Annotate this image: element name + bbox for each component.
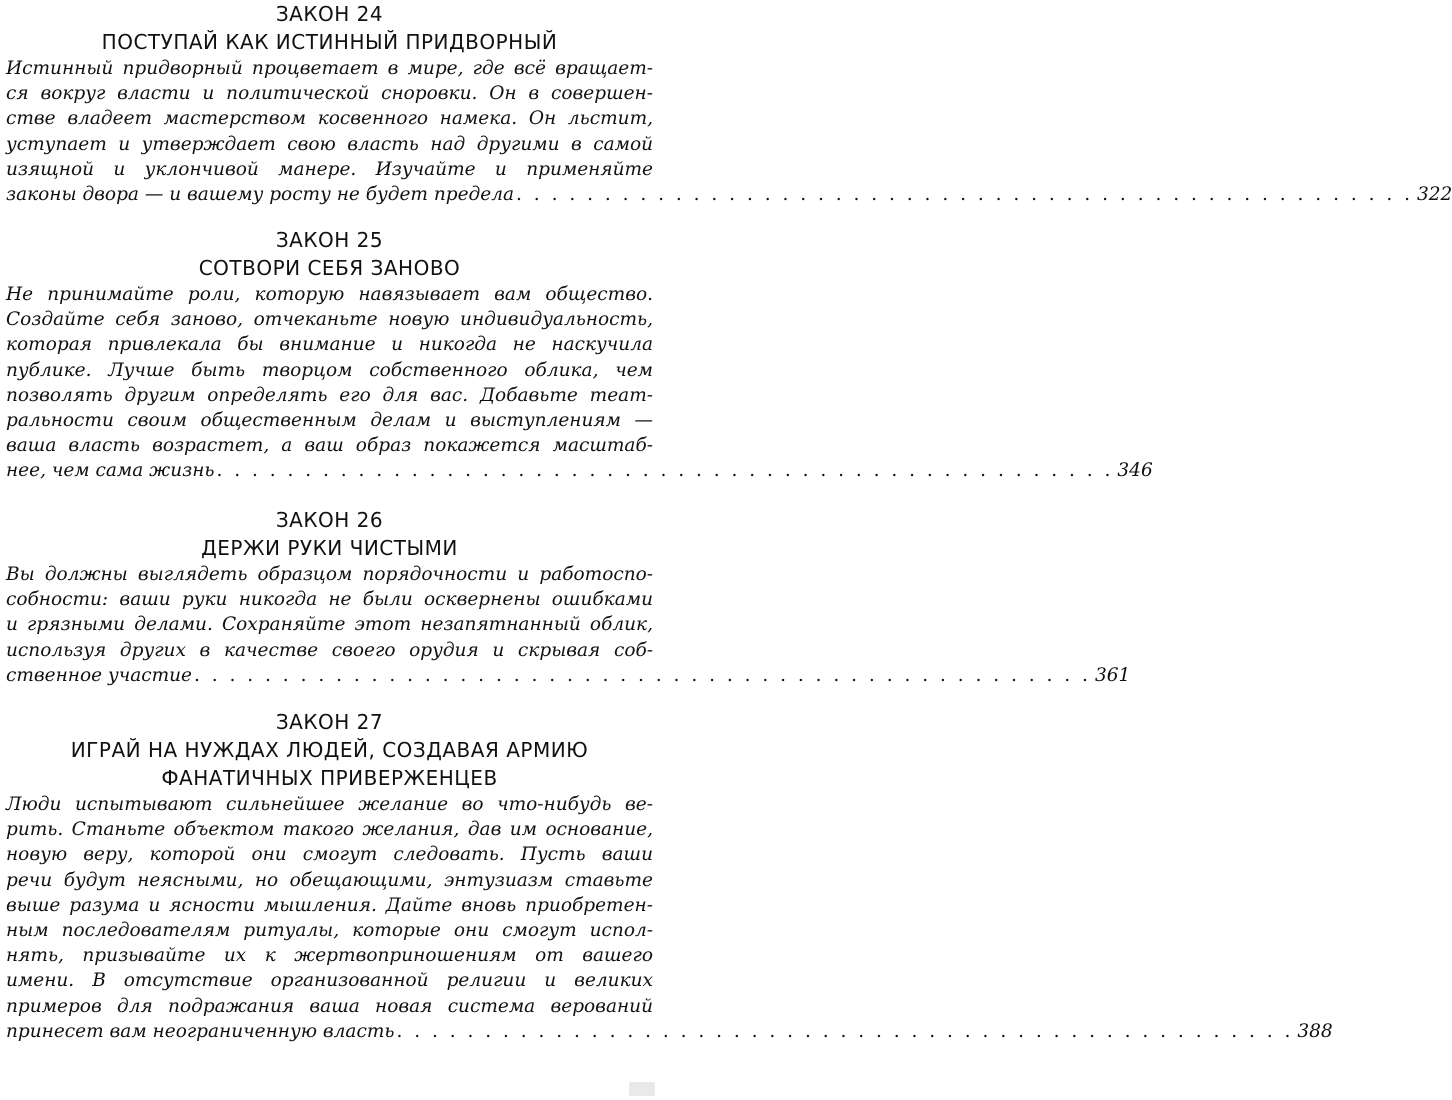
law-title: ИГРАЙ НА НУЖДАХ ЛЮДЕЙ, СОЗДАВАЯ АРМИЮ <box>70 738 589 762</box>
law-number: ЗАКОН 26 <box>275 508 384 532</box>
text-line: собности: ваши руки никогда не были осквернены ошибками <box>6 589 653 611</box>
text-line: законы двора — и вашему росту не будет предела <box>6 184 515 206</box>
last-line-with-page <box>6 663 1131 688</box>
text-line: уступает и утверждает свою власть над другими в самой <box>6 133 653 155</box>
law-section <box>0 226 1153 484</box>
dot-leader: . . . . . . . . . . . . . . . . . . . . . . . . . . . . . . . . . . . . . . . . . . . . . . . . . . . <box>216 460 1114 482</box>
text-line: ральности своим общественным делам и выступлениям — <box>6 410 653 432</box>
law-section <box>0 506 1131 688</box>
law-description <box>0 562 1131 688</box>
text-line: ваша власть возрастет, а ваш образ покажется масштаб- <box>6 435 653 457</box>
text-line: нее, чем сама жизнь <box>6 460 215 482</box>
text-line: выше разума и ясности мышления. Дайте вновь приобретен- <box>6 894 653 916</box>
law-title: СОТВОРИ СЕБЯ ЗАНОВО <box>198 256 461 280</box>
law-description <box>0 792 1333 1044</box>
law-title: ДЕРЖИ РУКИ ЧИСТЫМИ <box>201 536 458 560</box>
text-line: новую веру, которой они смогут следовать. Пусть ваши <box>6 844 653 866</box>
text-line: позволять другим определять его для вас. Добавьте теат- <box>6 384 653 406</box>
text-line: нять, призывайте их к жертвоприношениям от вашего <box>6 945 653 967</box>
text-line: изящной и уклончивой манере. Изучайте и применяйте <box>6 158 653 180</box>
text-line: стве владеет мастерством косвенного намека. Он льстит, <box>6 108 653 130</box>
text-line: ным последователям ритуалы, которые они смогут испол- <box>6 920 653 942</box>
dot-leader: . . . . . . . . . . . . . . . . . . . . . . . . . . . . . . . . . . . . . . . . . . . . . . . . . . . <box>194 664 1091 686</box>
law-description <box>0 56 1452 207</box>
dot-leader: . . . . . . . . . . . . . . . . . . . . . . . . . . . . . . . . . . . . . . . . . . . . . . . . . . . <box>396 1020 1294 1042</box>
page-number: 388 <box>1297 1020 1333 1042</box>
law-section <box>0 0 1452 207</box>
last-line-with-page <box>6 458 1153 483</box>
law-number: ЗАКОН 24 <box>275 2 384 26</box>
text-line: речи будут неясными, но обещающими, энтузиазм ставьте <box>6 869 653 891</box>
watermark-icon <box>629 1082 655 1096</box>
text-line: используя других в качестве своего орудия и скрывая соб- <box>6 639 653 661</box>
text-line: и грязными делами. Сохраняйте этот незапятнанный облик, <box>6 614 653 636</box>
text-line: публике. Лучше быть творцом собственного облика, чем <box>6 359 653 381</box>
page-number: 361 <box>1094 664 1131 686</box>
text-line: которая привлекала бы внимание и никогда не наскучила <box>6 334 653 356</box>
law-number: ЗАКОН 27 <box>275 710 384 734</box>
law-title: ПОСТУПАЙ КАК ИСТИННЫЙ ПРИДВОРНЫЙ <box>101 30 558 54</box>
text-line: Истинный придворный процветает в мире, где всё вращает- <box>6 58 653 79</box>
text-line: ственное участие <box>6 664 192 686</box>
page-number: 346 <box>1117 460 1153 482</box>
law-title-continued: ФАНАТИЧНЫХ ПРИВЕРЖЕНЦЕВ <box>161 766 498 790</box>
text-line: рить. Станьте объектом такого желания, дав им основание, <box>6 819 653 841</box>
page-number: 322 <box>1417 184 1452 206</box>
law-section <box>0 708 1333 1044</box>
law-description <box>0 282 1153 484</box>
text-line: принесет вам неограниченную власть <box>6 1020 395 1042</box>
last-line-with-page <box>6 182 1452 207</box>
text-line: Не принимайте роли, которую навязывает вам общество. <box>6 284 653 305</box>
dot-leader: . . . . . . . . . . . . . . . . . . . . . . . . . . . . . . . . . . . . . . . . . . . . . . . . . . . <box>516 184 1413 206</box>
text-line: примеров для подражания ваша новая система верований <box>6 995 653 1017</box>
text-line: Вы должны выглядеть образцом порядочности и работоспо- <box>6 564 653 585</box>
text-line: ся вокруг власти и политической сноровки. Он в совершен- <box>6 83 653 105</box>
law-number: ЗАКОН 25 <box>275 228 384 252</box>
text-line: Создайте себя заново, отчеканьте новую индивидуальность, <box>6 309 653 331</box>
last-line-with-page <box>6 1019 1333 1044</box>
text-line: Люди испытывают сильнейшее желание во что-нибудь ве- <box>6 794 653 815</box>
text-line: имени. В отсутствие организованной религии и великих <box>6 970 653 992</box>
